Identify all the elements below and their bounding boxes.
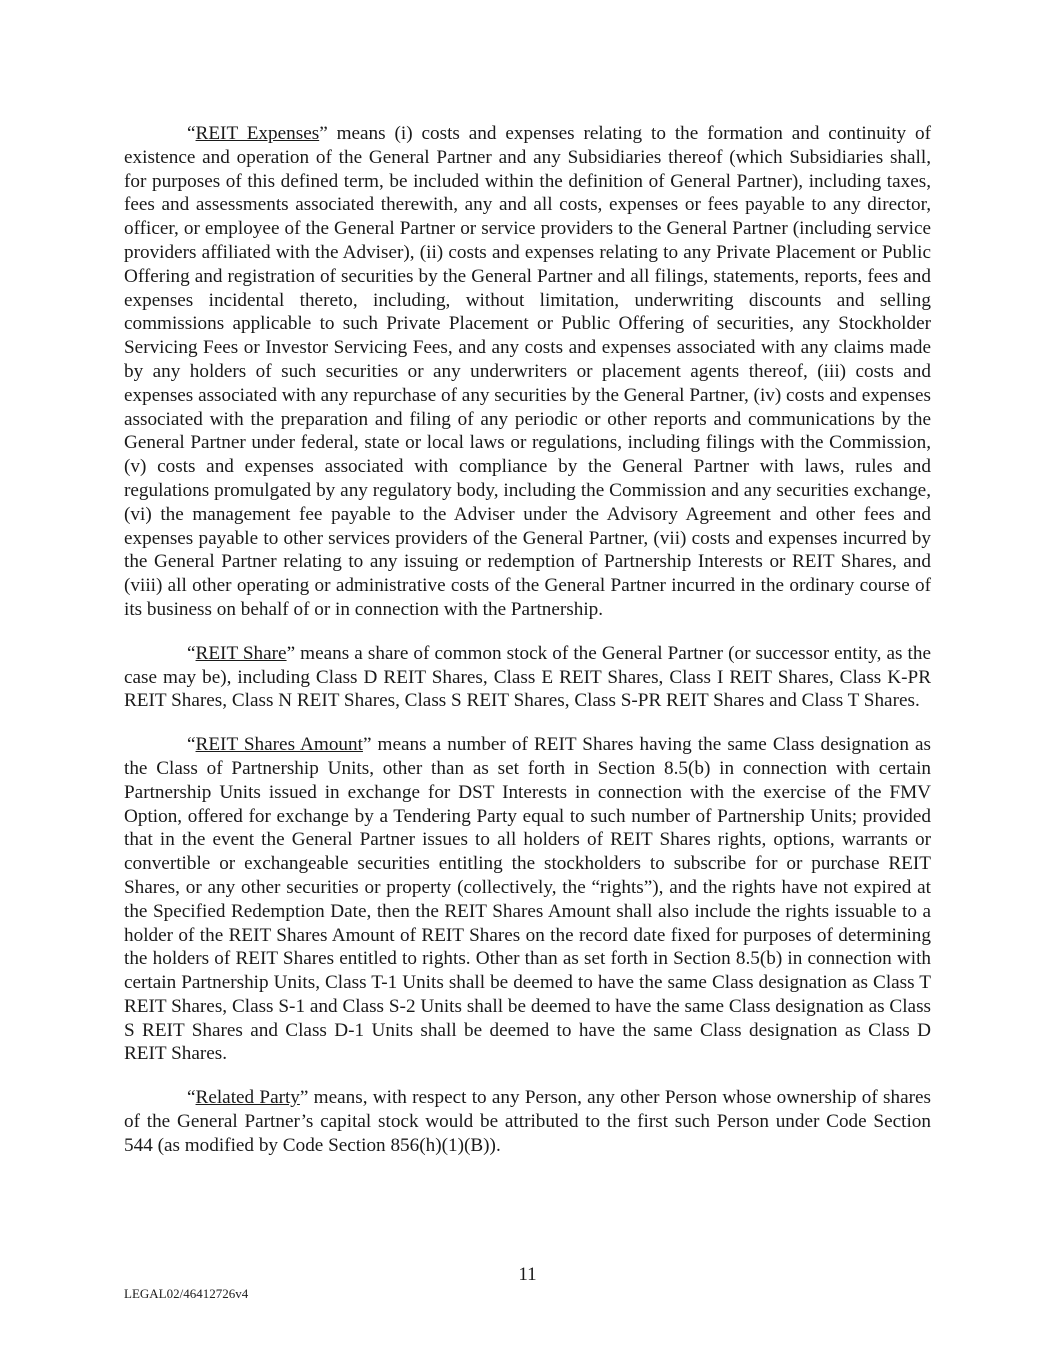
definition-related-party — [124, 1086, 931, 1157]
document-id: LEGAL02/46412726v4 — [124, 1286, 249, 1301]
definition-reit-expenses — [124, 122, 931, 622]
definition-reit-share — [124, 642, 931, 713]
open-quote: “ — [187, 1087, 196, 1109]
definition-body: ” means (i) costs and expenses relating to the formation and continuity of existence and operation of the General Partner and any Subsidiaries thereof (which Subsidiaries shall, for purposes of this defined term, be included within the definition of General Partner), including taxes, fees and assessments associated therewith, any and all costs, expenses or fees payable to any director, officer, or employee of the General Partner or service providers to the General Partner (including service providers affiliated with the Adviser), (ii) costs and expenses relating to any Private Placement or Public Offering and registration of securities by the General Partner and all filings, statements, reports, fees and expenses incidental thereto, including, without limitation, underwriting discounts and selling commissions applicable to such Private Placement or Public Offering of securities, any Stockholder Servicing Fees or Investor Servicing Fees, and any costs and expenses associated with any claims made by any holders of such securities or any underwriters or placement agents thereof, (iii) costs and expenses associated with any repurchase of any securities by the General Partner, (iv) costs and expenses associated with the preparation and filing of any periodic or other reports and communications by the General Partner under federal, state or local laws or regulations, including filings with the Commission, (v) costs and expenses associated with compliance by the General Partner with laws, rules and regulations promulgated by any regulatory body, including the Commission and any securities exchange, (vi) the management fee payable to the Adviser under the Advisory Agreement and other fees and expenses payable to other services providers of the General Partner, (vii) costs and expenses incurred by the General Partner relating to any issuing or redemption of Partnership Interests or REIT Shares, and (viii) all other operating or administrative costs of the General Partner incurred in the ordinary course of its business on behalf of or in connection with the Partnership. — [124, 123, 931, 620]
defined-term: REIT Shares Amount — [195, 734, 363, 756]
defined-term: REIT Share — [195, 642, 287, 664]
definition-body: ” means a number of REIT Shares having the same Class designation as the Class of Partnership Units, other than as set forth in Section 8.5(b) in connection with certain Partnership Units issued in exchange for DST Interests in connection with the exercise of the FMV Option, offered for exchange by a Tendering Party equal to such number of Partnership Units; provided that in the event the General Partner issues to all holders of REIT Shares rights, options, warrants or convertible or exchangeable securities entitling the stockholders to subscribe for or purchase REIT Shares, or any other securities or property (collectively, the “rights”), and the rights have not expired at the Specified Redemption Date, then the REIT Shares Amount shall also include the rights issuable to a holder of the REIT Shares Amount of REIT Shares on the record date fixed for purposes of determining the holders of REIT Shares entitled to rights. Other than as set forth in Section 8.5(b) in connection with certain Partnership Units, Class T-1 Units shall be deemed to have the same Class designation as Class T REIT Shares, Class S-1 and Class S-2 Units shall be deemed to have the same Class designation as Class S REIT Shares and Class D-1 Units shall be deemed to have the same Class designation as Class D REIT Shares. — [124, 734, 931, 1065]
defined-term: REIT Expenses — [195, 123, 320, 144]
definition-body: ” means a share of common stock of the General Partner (or successor entity, as the case may be), including Class D REIT Shares, Class E REIT Shares, Class I REIT Shares, Class K-PR REIT Shares, Class N REIT Shares, Class S REIT Shares, Class S-PR REIT Shares and Class T Shares. — [124, 642, 931, 712]
defined-term: Related Party — [195, 1087, 300, 1109]
open-quote: “ — [187, 123, 196, 144]
open-quote: “ — [187, 734, 196, 756]
page-number: 11 — [518, 1264, 537, 1285]
open-quote: “ — [187, 642, 196, 664]
document-page — [124, 122, 931, 1178]
definition-body: ” means, with respect to any Person, any other Person whose ownership of shares of the General Partner’s capital stock would be attributed to the first such Person under Code Section 544 (as modified by Code Section 856(h)(1)(B)). — [124, 1087, 932, 1156]
definition-reit-shares-amount — [124, 733, 931, 1066]
